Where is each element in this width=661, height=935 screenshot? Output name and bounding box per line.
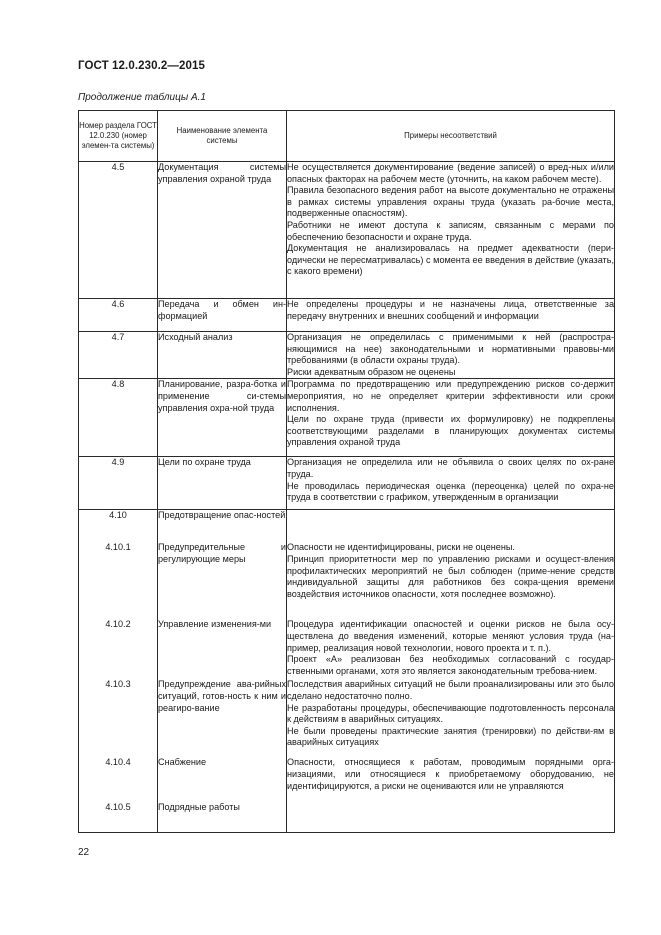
table-header-row bbox=[79, 111, 615, 162]
table-row bbox=[79, 332, 615, 379]
example-paragraph: Не разработаны процедуры, обеспечивающие подготовленность персонала к действиям в аварийных ситуациях. bbox=[287, 702, 614, 725]
example-paragraph: Риски адекватным образом не оценены bbox=[287, 366, 456, 377]
section-number-cell: 4.6 bbox=[79, 299, 158, 332]
subsection-name: Предупредительные и регулирующие меры bbox=[158, 542, 286, 564]
section-number-cell bbox=[79, 510, 158, 833]
subsection-name: Подрядные работы bbox=[158, 802, 240, 813]
example-paragraph: Процедура идентификации опасностей и оценки рисков не была осу-ществлена до введения изменений, которые меняют условия труда (на-пример, реализация новой технологии, нового проекта и т. п.). bbox=[287, 619, 614, 653]
table-row bbox=[79, 162, 615, 299]
element-name-cell bbox=[158, 510, 287, 833]
examples-cell bbox=[287, 379, 615, 457]
subsection-examples bbox=[287, 757, 614, 802]
subsection-name: Предупреждение ава-рийных ситуаций, готов-ность к ним и реагиро-вание bbox=[158, 679, 286, 713]
element-name-cell: Цели по охране труда bbox=[158, 457, 287, 510]
section-number-cell: 4.7 bbox=[79, 332, 158, 379]
examples-cell bbox=[287, 332, 615, 379]
column-header-section: Номер раздела ГОСТ 12.0.230 (номер элемен-та системы) bbox=[79, 111, 158, 162]
subsection-number: 4.10.3 bbox=[105, 679, 131, 690]
section-number-cell: 4.9 bbox=[79, 457, 158, 510]
table-row bbox=[79, 457, 615, 510]
subsection-number: 4.10.4 bbox=[105, 757, 131, 768]
subsection-examples bbox=[287, 510, 614, 542]
subsection-name: Снабжение bbox=[158, 757, 207, 768]
examples-cell bbox=[287, 162, 615, 299]
example-paragraph: Принцип приоритетности мер по управлению рисками и осущест-вления профилактических мероприятий не был соблюден (приме-нение средств индивидуальной защиты для работников без сокра-щения времени воздействия источников опасности, хотя последнее возможно). bbox=[287, 553, 614, 599]
table-row bbox=[79, 299, 615, 332]
examples-cell bbox=[287, 457, 615, 510]
subsection-number: 4.10.2 bbox=[105, 619, 131, 630]
section-number-cell: 4.8 bbox=[79, 379, 158, 457]
column-header-element: Наименование элемента системы bbox=[158, 111, 287, 162]
subsection-examples bbox=[287, 679, 614, 757]
example-paragraph: Документация не анализировалась на предмет адекватности (пери-одически не пересматривалась) с момента ее введения в действие (указать, с какого времени) bbox=[287, 243, 614, 277]
subsection-examples bbox=[287, 542, 614, 619]
example-paragraph: Правила безопасного ведения работ на высоте документально не отражены в рамках системы управления охраны труда (указать ра-бочие места, подверженные опасностям). bbox=[287, 185, 614, 219]
example-paragraph: Последствия аварийных ситуаций не были проанализированы или это было сделано недостаточно полно. bbox=[287, 679, 614, 701]
subsection-number: 4.10.1 bbox=[105, 542, 131, 553]
element-name-cell: Передача и обмен ин-формацией bbox=[158, 299, 287, 332]
example-paragraph: Опасности, относящиеся к работам, проводимым порядными орга-низациями, или относящиеся к приобретаемому оборудованию, не идентифицируются, а риски не оцениваются или не управляются bbox=[287, 757, 614, 791]
nonconformity-table bbox=[78, 110, 615, 833]
page-number: 22 bbox=[78, 847, 90, 858]
subsection-examples bbox=[287, 802, 614, 822]
examples-cell bbox=[287, 510, 615, 833]
column-header-examples: Примеры несоответствий bbox=[287, 111, 615, 162]
subsection-name: Предотвращение опас-ностей bbox=[158, 510, 286, 521]
subsection-number: 4.10 bbox=[109, 510, 127, 521]
document-header: ГОСТ 12.0.230.2—2015 bbox=[78, 60, 205, 72]
example-paragraph: Проект «А» реализован без необходимых согласований с государ-ственными органами, хотя это является законодательным требова-нием. bbox=[287, 654, 614, 676]
example-paragraph: Программа по предотвращению или предупреждению рисков со-держит мероприятия, но не определяет критерии эффективности или сроки исполнения. bbox=[287, 379, 614, 413]
example-paragraph: Не определены процедуры и не назначены лица, ответственные за передачу внутренних и внешних сообщений и информации bbox=[287, 299, 614, 321]
example-paragraph: Организация не определила или не объявила о своих целях по ох-ране труда. bbox=[287, 457, 614, 479]
examples-cell bbox=[287, 299, 615, 332]
table-caption: Продолжение таблицы А.1 bbox=[78, 92, 206, 103]
example-paragraph: Не проводилась периодическая оценка (переоценка) целей по охра-не труда в соответствии с графиком, утвержденным в организации bbox=[287, 480, 614, 503]
example-paragraph: Не были проведены практические занятия (тренировки) по действи-ям в аварийных ситуациях bbox=[287, 725, 614, 748]
example-paragraph: Работники не имеют доступа к записям, связанным с мерами по обеспечению безопасности и охране труда. bbox=[287, 219, 614, 242]
element-name-cell: Документация системы управления охраной труда bbox=[158, 162, 287, 299]
element-name-cell: Планирование, разра-ботка и применение си-стемы управления охра-ной труда bbox=[158, 379, 287, 457]
table-row-group bbox=[79, 510, 615, 833]
subsection-examples bbox=[287, 619, 614, 679]
example-paragraph: Организация не определилась с применимыми к ней (распростра-няющимися на нее) законодательными и нормативными правовы-ми требованиями (в области охраны труда). bbox=[287, 332, 614, 366]
example-paragraph: Опасности не идентифицированы, риски не оценены. bbox=[287, 542, 515, 553]
example-paragraph: Цели по охране труда (привести их формулировку) не подкреплены соответствующими разделами в планирующих документах системы управления охраной труда bbox=[287, 414, 614, 448]
element-name-cell: Исходный анализ bbox=[158, 332, 287, 379]
table-row bbox=[79, 379, 615, 457]
subsection-number: 4.10.5 bbox=[105, 802, 131, 813]
section-number-cell: 4.5 bbox=[79, 162, 158, 299]
subsection-name: Управление изменения-ми bbox=[158, 619, 272, 630]
example-paragraph: Не осуществляется документирование (ведение записей) о вред-ных и/или опасных факторах на рабочем месте (уточнить, на каком рабочем месте). bbox=[287, 162, 614, 184]
